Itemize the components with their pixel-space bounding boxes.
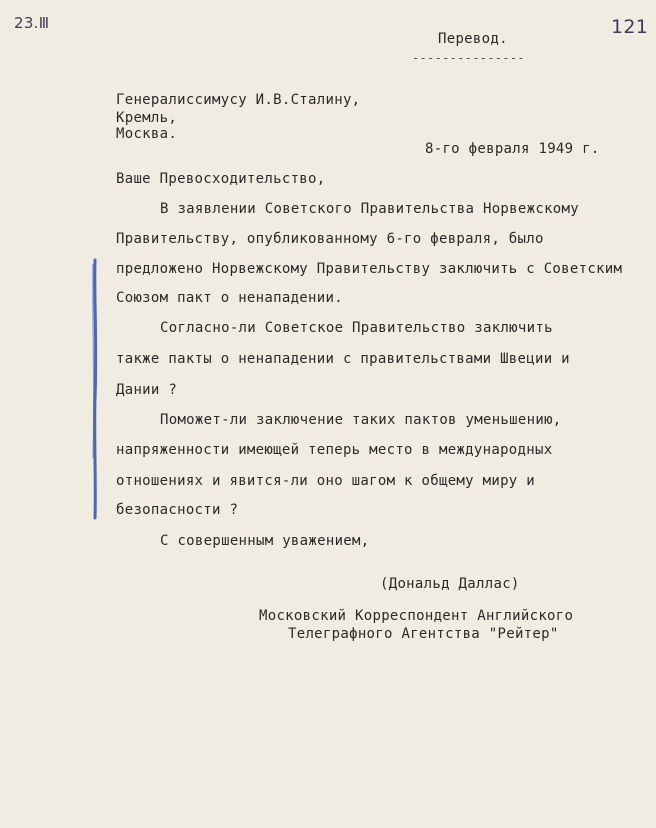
paragraph-3-line: напряженности имеющей теперь место в международных: [116, 442, 553, 458]
address-line-1: Генералиссимусу И.В.Сталину,: [116, 92, 361, 108]
paragraph-1-line: Правительству, опубликованному 6-го февраля, было: [116, 231, 544, 247]
paragraph-1-line: Союзом пакт о ненападении.: [116, 290, 343, 306]
archive-number-annotation: 23.Ⅲ: [14, 14, 50, 32]
paragraph-2-line: Дании ?: [116, 382, 178, 398]
closing: С совершенным уважением,: [160, 533, 370, 549]
blue-pencil-margin-mark: [90, 258, 100, 520]
letter-date: 8-го февраля 1949 г.: [425, 141, 600, 157]
document-header: Перевод.: [438, 31, 508, 47]
salutation: Ваше Превосходительство,: [116, 171, 326, 187]
paragraph-3-line: безопасности ?: [116, 502, 239, 518]
paragraph-2-line: Согласно-ли Советское Правительство заключить: [160, 320, 553, 336]
paragraph-3-line: отношениях и явится-ли оно шагом к общему миру и: [116, 473, 535, 489]
signature-name: (Дональд Даллас): [380, 576, 520, 592]
signature-title-line-2: Телеграфного Агентства "Рейтер": [288, 626, 559, 642]
paragraph-2-line: также пакты о ненападении с правительствами Швеции и: [116, 351, 570, 367]
page-number-annotation: 121: [611, 16, 649, 38]
address-line-2: Кремль,: [116, 110, 178, 126]
paragraph-1-line: предложено Норвежскому Правительству заключить с Советским: [116, 261, 623, 277]
signature-title-line-1: Московский Корреспондент Английского: [259, 608, 574, 624]
paragraph-1-line: В заявлении Советского Правительства Норвежскому: [160, 201, 579, 217]
address-line-3: Москва.: [116, 126, 178, 142]
paragraph-3-line: Поможет-ли заключение таких пактов уменьшению,: [160, 412, 562, 428]
header-underline: ---------------: [412, 51, 525, 65]
